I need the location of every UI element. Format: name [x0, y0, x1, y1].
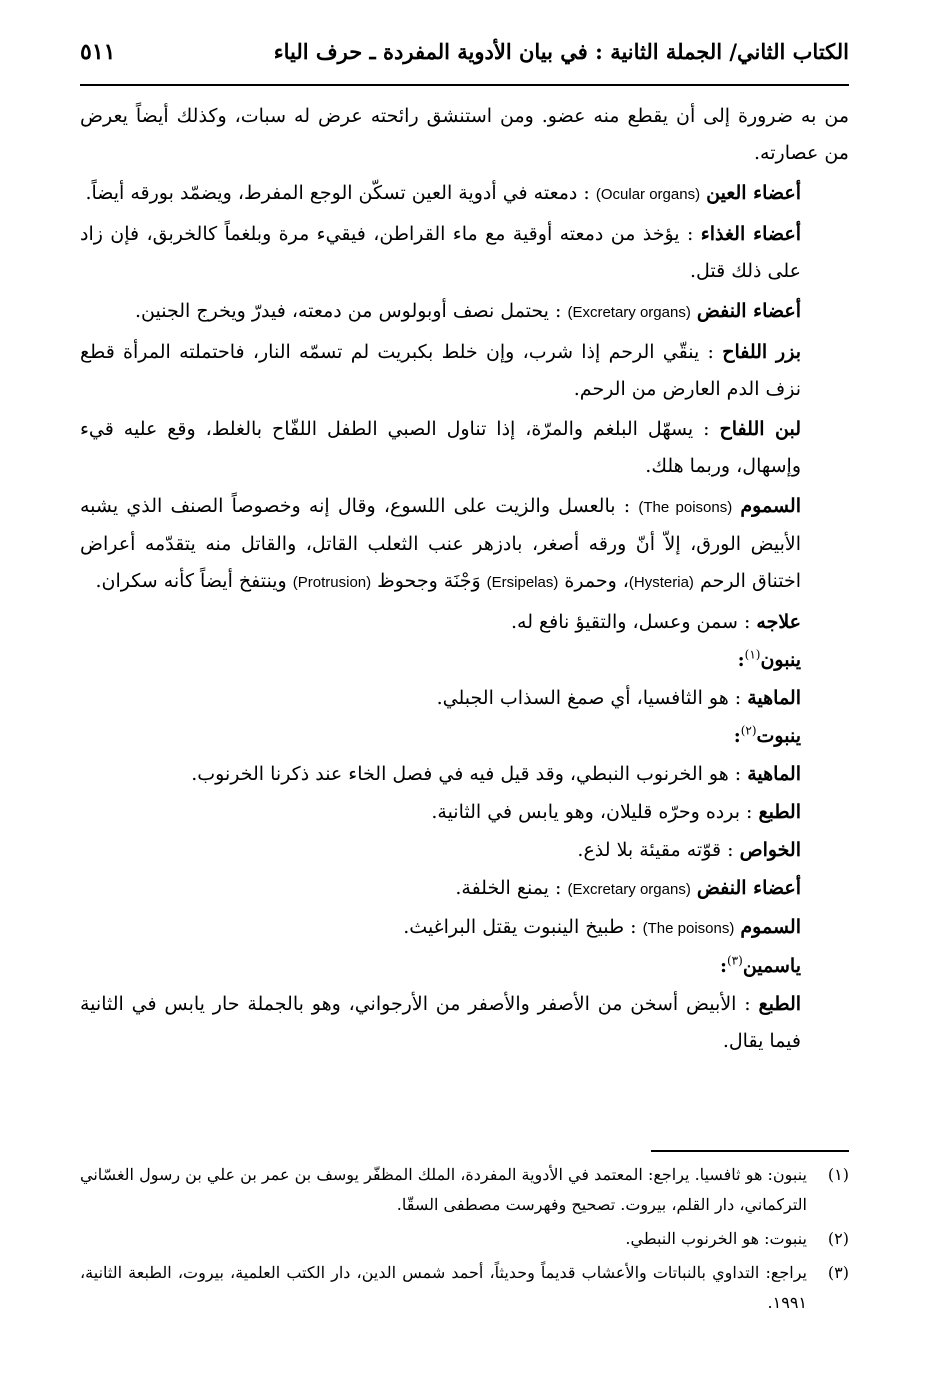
paragraph-text: : يحتمل نصف أوبولوس من دمعته، فيدرّ ويخرج الجنين. [135, 300, 562, 322]
latin-term: (The poisons) [642, 920, 735, 937]
paragraph-poisons [80, 488, 849, 601]
latin-term: (Hysteria) [628, 574, 694, 591]
footnote-ref: (٢) [740, 723, 757, 738]
entry-heading: ينبون [760, 649, 801, 671]
paragraph-text: من به ضرورة إلى أن يقطع منه عضو. ومن استنشق رائحته عرض له سبات، وكذلك أيضاً يعرض من عصارته. [80, 105, 849, 164]
paragraph-text: : بالعسل والزيت على اللسوع، وقال إنه وخصوصاً الصنف الذي يشبه الأبيض الورق، إلاّ أنّ ورقه أصغر، بادزهر عنب الثعلب القاتل، والقاتل منه يتقدّمه أعراض اختناق الرحم [80, 495, 801, 592]
entry-term: أعضاء النفض [696, 300, 801, 322]
footnote-mark: (٢) [827, 1229, 849, 1248]
footnote-text: ينبوت: هو الخرنوب النبطي. [625, 1229, 807, 1248]
paragraph-nature [80, 986, 849, 1060]
paragraph-intro [80, 98, 849, 172]
paragraph-text: : يمنع الخلفة. [455, 877, 562, 899]
entry-term: الخواص [739, 839, 801, 861]
paragraph-text: : يؤخذ من دمعته أوقية مع ماء القراطن، فيقيء مرة وبلغماً كالخربق، فإن زاد على ذلك قتل. [80, 223, 801, 282]
latin-term: (The poisons) [638, 499, 733, 516]
footnote [80, 1160, 849, 1220]
entry-line [80, 870, 849, 908]
paragraph-text: ، وحمرة [564, 570, 629, 592]
entry-term: السموم [740, 495, 802, 517]
latin-term: (Ocular organs) [595, 186, 701, 203]
entry-heading: ياسمين [742, 955, 801, 977]
footnote-text: ينبون: هو ثافسيا. يراجع: المعتمد في الأدوية المفردة، الملك المظفّر يوسف بن عمر بن علي بن رسول الغسّاني التركماني، دار القلم، بيروت. تصحيح وفهرست مصطفى السقّا. [80, 1165, 807, 1214]
entry-heading-jasmine [80, 948, 849, 985]
latin-term: (Protrusion) [292, 574, 372, 591]
page-header [80, 34, 849, 86]
paragraph-treatment [80, 604, 849, 641]
paragraph-text: : هو الخرنوب النبطي، وقد قيل فيه في فصل الخاء عند ذكرنا الخرنوب. [191, 763, 742, 785]
entry-term: الماهية [747, 687, 801, 709]
entry-line [80, 756, 849, 793]
footnote-text: يراجع: التداوي بالنباتات والأعشاب قديماً وحديثاً، أحمد شمس الدين، دار الكتب العلمية، بيروت، الطبعة الثانية، ١٩٩١. [80, 1263, 807, 1312]
footnote-divider [651, 1150, 849, 1152]
footnote-ref: (٣) [726, 953, 743, 968]
footnote [80, 1224, 849, 1254]
entry-term: أعضاء النفض [696, 877, 801, 899]
entry-term: بزر اللفاح [722, 341, 801, 363]
running-title: الكتاب الثاني/ الجملة الثانية : في بيان الأدوية المفردة ـ حرف الياء [273, 39, 849, 64]
footnotes [80, 1160, 849, 1322]
paragraph-text: : دمعته في أدوية العين تسكّن الوجع المفرط، ويضمّد بورقه أيضاً. [85, 182, 590, 204]
entry-term: الطبع [758, 993, 802, 1015]
paragraph-text: وَجْنَة وجحوظ [377, 570, 481, 592]
entry-term: لبن اللفاح [719, 418, 802, 440]
entry-colon: : [733, 725, 741, 747]
latin-term: (Excretary organs) [567, 881, 691, 898]
footnote [80, 1258, 849, 1318]
paragraph-digestive-organs [80, 216, 849, 290]
paragraph-text: : قوّته مقيئة بلا لذع. [577, 839, 734, 861]
entry-heading-yanbun [80, 642, 849, 679]
entry-term: أعضاء الغذاء [700, 223, 802, 245]
footnote-mark: (٣) [827, 1263, 849, 1282]
entry-term: الماهية [747, 763, 801, 785]
entry-line [80, 794, 849, 831]
main-text [80, 98, 849, 1063]
entry-heading: ينبوت [756, 725, 801, 747]
page-number: ٥١١ [80, 39, 116, 65]
entry-term: أعضاء العين [706, 182, 801, 204]
paragraph-text: وينتفخ أيضاً كأنه سكران. [95, 570, 287, 592]
paragraph-mandrake-milk [80, 411, 849, 485]
paragraph-excretory-organs [80, 293, 849, 331]
entry-term: السموم [740, 916, 801, 938]
entry-term: علاجه [756, 611, 801, 633]
entry-term: الطبع [758, 801, 801, 823]
latin-term: (Excretary organs) [567, 304, 691, 321]
paragraph-text: : الأبيض أسخن من الأصفر والأصفر من الأرجواني، وهو بالجملة حار يابس في الثانية فيما يقال. [80, 993, 801, 1052]
entry-colon: : [737, 649, 745, 671]
entry-heading-yanbut [80, 718, 849, 755]
paragraph-mandrake-seed [80, 334, 849, 408]
latin-term: (Ersipelas) [486, 574, 559, 591]
paragraph-text: : يسهّل البلغم والمرّة، إذا تناول الصبي الطفل اللفّاح بالغلط، وقع عليه قيء وإسهال، وربما هلك. [80, 418, 801, 477]
entry-colon: : [719, 955, 727, 977]
paragraph-text: : طبيخ الينبوت يقتل البراغيث. [403, 916, 637, 938]
paragraph-text: : سمن وعسل، والتقيؤ نافع له. [510, 611, 751, 633]
paragraph-text: : هو الثافسيا، أي صمغ السذاب الجبلي. [436, 687, 742, 709]
entry-line [80, 909, 849, 947]
entry-line [80, 680, 849, 717]
paragraph-text: : برده وحرّه قليلان، وهو يابس في الثانية. [431, 801, 753, 823]
entry-line [80, 832, 849, 869]
footnote-mark: (١) [827, 1165, 849, 1184]
footnote-ref: (١) [744, 647, 761, 662]
paragraph-text: : ينقّي الرحم إذا شرب، وإن خلط بكبريت لم تسمّه النار، فاحتملته المرأة قطع نزف الدم العارض من الرحم. [80, 341, 801, 400]
paragraph-ocular-organs [80, 175, 849, 213]
